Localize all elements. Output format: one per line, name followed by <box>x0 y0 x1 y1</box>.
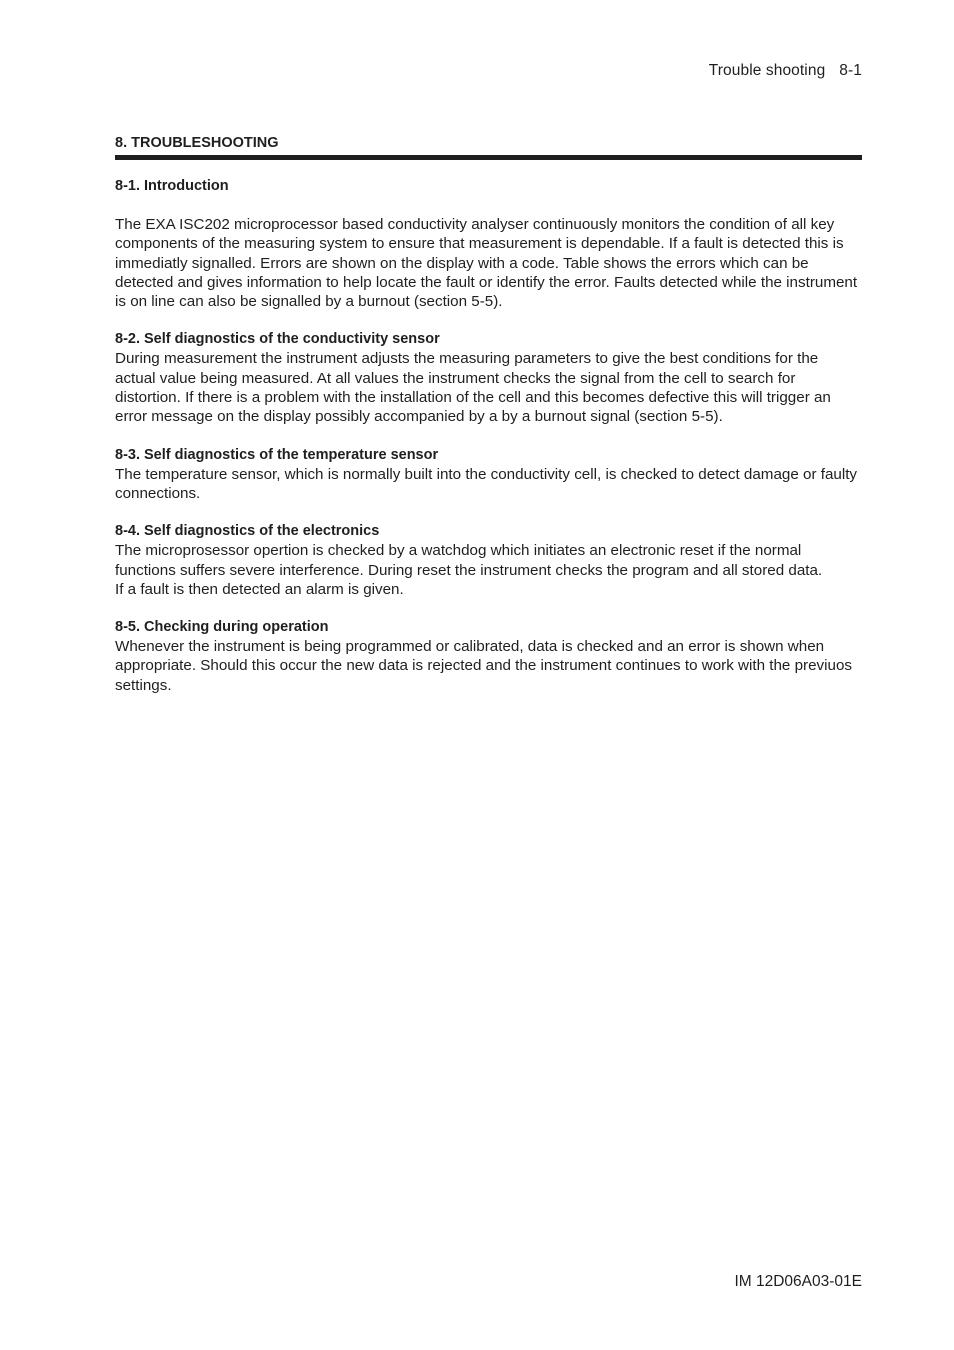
section-paragraph: The EXA ISC202 microprocessor based conductivity analyser continuously monitors the condition of all key components of the measuring system to ensure that measurement is dependable. If a fault is detected this is immediatly signalled. Errors are shown on the display with a code. Table shows the errors which can be detected and gives information to help locate the fault or identify the error. Faults detected while the instrument is on line can also be signalled by a burnout (section 5-5). <box>115 216 858 311</box>
section-paragraph: The microprosessor opertion is checked by a watchdog which initiates an electronic reset if the normal functions suffers severe interference. During reset the instrument checks the program and all stored data. <box>115 542 823 579</box>
section-title: 8-3. Self diagnostics of the temperature sensor <box>115 446 439 463</box>
page-content <box>115 135 862 695</box>
section-paragraph: If a fault is then detected an alarm is given. <box>115 580 404 598</box>
section-checking-operation <box>115 618 862 695</box>
section-temperature-sensor <box>115 446 862 504</box>
section-title: 8-1. Introduction <box>115 178 229 194</box>
section-paragraph: During measurement the instrument adjusts the measuring parameters to give the best conditions for the actual value being measured. At all values the instrument checks the signal from the cell to search for distortion. If there is a problem with the installation of the cell and this becomes defective this will trigger an error message on the display possibly accompanied by a by a burnout signal (section 5-5). <box>115 350 831 426</box>
chapter-title: 8. TROUBLESHOOTING <box>115 135 862 160</box>
header-section-name: Trouble shooting <box>708 62 826 79</box>
section-title: 8-4. Self diagnostics of the electronics <box>115 523 380 540</box>
section-conductivity-sensor <box>115 330 862 426</box>
section-paragraph: Whenever the instrument is being programmed or calibrated, data is checked and an error is shown when appropriate. Should this occur the new data is rejected and the instrument continues to work with the previuos settings. <box>115 638 853 694</box>
section-introduction <box>115 177 862 311</box>
section-title: 8-5. Checking during operation <box>115 619 329 636</box>
running-header <box>709 62 862 80</box>
section-title: 8-2. Self diagnostics of the conductivity sensor <box>115 331 440 348</box>
section-electronics <box>115 522 862 599</box>
section-paragraph: The temperature sensor, which is normally built into the conductivity cell, is checked to detect damage or faulty connections. <box>115 465 858 502</box>
document-number: IM 12D06A03-01E <box>734 1273 862 1290</box>
header-page-number: 8-1 <box>839 62 862 79</box>
